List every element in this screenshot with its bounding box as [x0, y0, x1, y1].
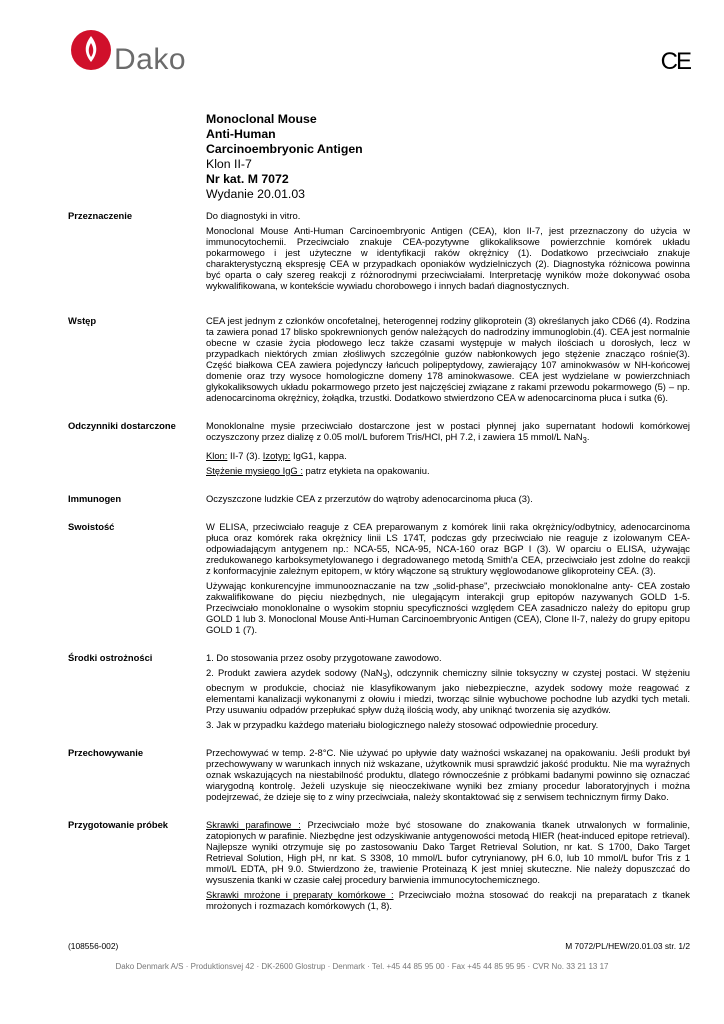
section-body [206, 652, 690, 734]
section-label: Wstęp [68, 315, 97, 326]
subscript: 3 [382, 671, 387, 681]
paragraph [206, 667, 690, 715]
product-title [206, 112, 363, 202]
section-immunogen [68, 493, 690, 508]
text: . [586, 431, 590, 442]
section-label: Przygotowanie próbek [68, 818, 169, 830]
section-przeznaczenie [68, 210, 690, 295]
section-body [206, 420, 690, 480]
page-reference: M 7072/PL/HEW/20.01.03 str. 1/2 [565, 941, 690, 951]
title-line-2: Anti-Human [206, 127, 276, 141]
subscript: 3 [582, 435, 587, 445]
section-body [206, 747, 690, 806]
catalog-number: Nr kat. M 7072 [206, 172, 289, 186]
stezenie-label: Stężenie mysiego IgG : [206, 464, 303, 476]
edition: Wydanie 20.01.03 [206, 187, 306, 201]
klon-value: II-7 (3). [227, 449, 263, 461]
section-swoistosc [68, 521, 690, 639]
text: ), odczynnik chemiczny silnie toksyczny w czystej postaci. W stężeniu obecnym w produkcie, chociaż nie klasyfikowanym jako niebezpieczne, azydek sodowy może reagować z elementami kanalizacji wykonanymi z ołowiu i miedzi, tworząc silnie wybuchowe pochodne lub azydki tych metali. Przy usuwaniu odpadów przepłukać spływ dużą ilością wody, aby uniknąć tworzenia się azydków. [206, 666, 690, 715]
paragraph: 1. Do stosowania przez osoby przygotowane zawodowo. [206, 651, 442, 663]
section-przygotowanie [68, 819, 690, 915]
paragraph: Do diagnostyki in vitro. [206, 210, 301, 221]
paragraph [206, 465, 690, 476]
text: 2. Produkt zawiera azydek sodowy (NaN [206, 666, 383, 678]
section-body [206, 493, 690, 508]
title-line-3: Carcinoembryonic Antigen [206, 142, 363, 156]
text: Monoklonalne mysie przeciwciało dostarczone jest w postaci płynnej jako supernatant hodowli komórkowej oczyszczony przez dializę z 0.05 mol/L buforem Tris/HCl, pH 7.2, i zawiera 15 mmol/L NaN [206, 420, 690, 442]
paragraph: Przechowywać w temp. 2-8°C. Nie używać po upływie daty ważności wskazanej na opakowaniu. Jeśli produkt był przechowywany w warunkach innych niż wskazane, użytkownik musi sprawdzić jakość produktu. Nie ma wyraźnych oznak wskazujących na niestabilność produktu, dlatego równocześnie z próbkami badanymi powinno się oznaczać wiarygodną kontrolę. Jeżeli uzyskuje się nieoczekiwane wyniki bez zmiany procedur laboratoryjnych i można podejrzewać, że dzieje się to z winy przeciwciała, należy skontaktować się z serwisem technicznym firmy Dako. [206, 746, 690, 802]
klon-label: Klon: [206, 449, 228, 461]
text: Przeciwciało można stosować do reakcji na preparatach z tkanek mrożonych i rozmazach komórkowych (1, 8). [206, 888, 690, 911]
section-label: Odczynniki dostarczone [68, 420, 176, 431]
izotyp-label: Izotyp: [262, 449, 291, 461]
company-address: Dako Denmark A/S · Produktionsvej 42 · DK-2600 Glostrup · Denmark · Tel. +45 44 85 95 00 · Fax +45 44 85 95 95 · CVR No. 33 21 13 17 [115, 962, 609, 971]
section-body [206, 210, 690, 295]
section-body [206, 315, 690, 407]
paragraph: Używając konkurencyjne immunooznaczanie na tzw „solid-phase", przeciwciało monoklonalne anty- CEA zostało zakwalifikowane do pięciu niezbędnych, nie ulegającym interakcji grup epitopów nazywanych GOLD 1-5. Przeciwciało monoklonalne o wysokim stopniu specyficzności względem CEA zasadniczo należy do epitopu grup GOLD 1 lub 3. Monoclonal Mouse Anti-Human Carcinoembryonic Antigen (CEA), Clone II-7, należy do grupy epitopu GOLD 1 (7). [206, 579, 690, 635]
section-label: Przeznaczenie [68, 210, 133, 221]
paragraph [206, 420, 690, 446]
paragraph [206, 889, 690, 911]
section-wstep [68, 315, 690, 407]
paragraph: 3. Jak w przypadku każdego materiału biologicznego należy stosować odpowiednie procedury. [206, 718, 599, 730]
stezenie-value: patrz etykieta na opakowaniu. [302, 464, 430, 476]
document-code: (108556-002) [68, 941, 119, 951]
izotyp-value: IgG1, kappa. [290, 449, 347, 461]
section-label: Przechowywanie [68, 746, 144, 758]
sections [68, 210, 690, 928]
paragraph: W ELISA, przeciwciało reaguje z CEA preparowanym z komórek linii raka okrężnicy/odbytnicy, adenocarcinoma płuca oraz komórek raka okrężnicy linii LS 174T, podczas gdy przeciwciało nie reaguje z izolowanym CEA-odpowiadającym antygenem np.: NCA-55, NCA-95, NCA-160 oraz BGP I (3). W oparciu o ELISA, używając zredukowanego karboksymetylowanego i degradowanego metodą Smith'a CEA, przeciwciało jest zdolne do reakcji z konformacyjnie zależnym epitopem, w który włączone są struktury węglowodanowe glikoproteiny CEA. (3). [206, 520, 690, 576]
section-srodki [68, 652, 690, 734]
title-line-1: Monoclonal Mouse [206, 112, 317, 126]
section-label: Immunogen [68, 492, 122, 504]
paragraph [206, 819, 690, 885]
section-label: Swoistość [68, 520, 115, 532]
section-body [206, 819, 690, 915]
section-odczynniki [68, 420, 690, 480]
paragraph: Oczyszczone ludzkie CEA z przerzutów do wątroby adenocarcinoma płuca (3). [206, 492, 533, 504]
section-body [206, 521, 690, 639]
text: Przeciwciało może być stosowane do znakowania tkanek utrwalonych w formalinie, zatopionych w parafinie. Niezbędne jest odzyskiwanie antygenowości metodą HIER (heat-induced epitope retrieval). Najlepsze wyniki otrzymuje się po zastosowaniu Dako Target Retrieval Solution, nr kat. S 1700, Dako Target Retrieval Solution, High pH, nr kat. S 3308, 10 mmol/L bufor cytrynianowy, pH 6.0, lub 10 mmol/L bufor Tris z 1 mmol/L EDTA, pH 9.0. Stwierdzono że, trawienie Proteinazą K jest mniej skuteczne. Nie należy dopuszczać do wysuszenia tkanki w czasie całej procedury barwienia immunocytochemicznego. [206, 818, 690, 885]
paragraph: CEA jest jednym z członków oncofetalnej, heterogennej rodziny glikoprotein (3) określanych jako CD66 (4). Rodzina ta zawiera ponad 17 blisko spokrewnionych genów należących do nadrodziny immunoglobin.(4). CEA jest normalnie obecne w czasie życia płodowego lecz także czasami występuje w małych ilościach u dorosłych, lecz w przypadkach niektórych zmian złośliwych szczególnie guzów nabłonkowych jego stężenie znacząco rośnie(3). Część białkowa CEA zawiera pojedynczy łańcuch polipeptydowy, zawierający 107 aminokwasów w NH-końcowej domenie oraz trzy wysoce homologiczne domeny 178 aminokwasowe. CEA jest wydzielane w powierzchniach glykokaliksowych układu pokarmowego przeto jest najczęściej związane z rakami przewodu pokarmowego (5) – np. adenocarcinoma okrężnicy, żołądka, trzustki. Dodatkowo stwierdzono CEA w adenocarcinoma płuca i sutka (6). [206, 315, 690, 403]
frozen-label: Skrawki mrożone i preparaty komórkowe : [206, 888, 394, 900]
paragraph: Monoclonal Mouse Anti-Human Carcinoembryonic Antigen (CEA), klon II-7, jest przeznaczony do użycia w immunocytochemii. Przeciwciało znakuje CEA-pozytywne glikokaliksowe powierzchnie komórek układu pokarmowego i jest użyteczne w identyfikacji raków okrężnicy (1). Dodatkowo przeciwciało znakuje charakterystyczną ekspresję CEA w przypadkach oponiaków wydzielniczych (2). Diagnostyka różnicowa powinna być oparta o cały szereg reakcji z różnorodnymi przeciwciałami. Interpretację wyników może dokonywać osoba wykwalifikowana, w kontekście wywiadu chorobowego i innych badań diagnostycznych. [206, 225, 690, 291]
section-przechowywanie [68, 747, 690, 806]
section-label: Środki ostrożności [68, 651, 153, 663]
paragraph [206, 450, 690, 461]
dako-wordmark: Dako [114, 43, 187, 76]
paraffin-label: Skrawki parafinowe : [206, 818, 301, 830]
ce-mark: CE [660, 48, 690, 75]
clone: Klon II-7 [206, 157, 252, 171]
